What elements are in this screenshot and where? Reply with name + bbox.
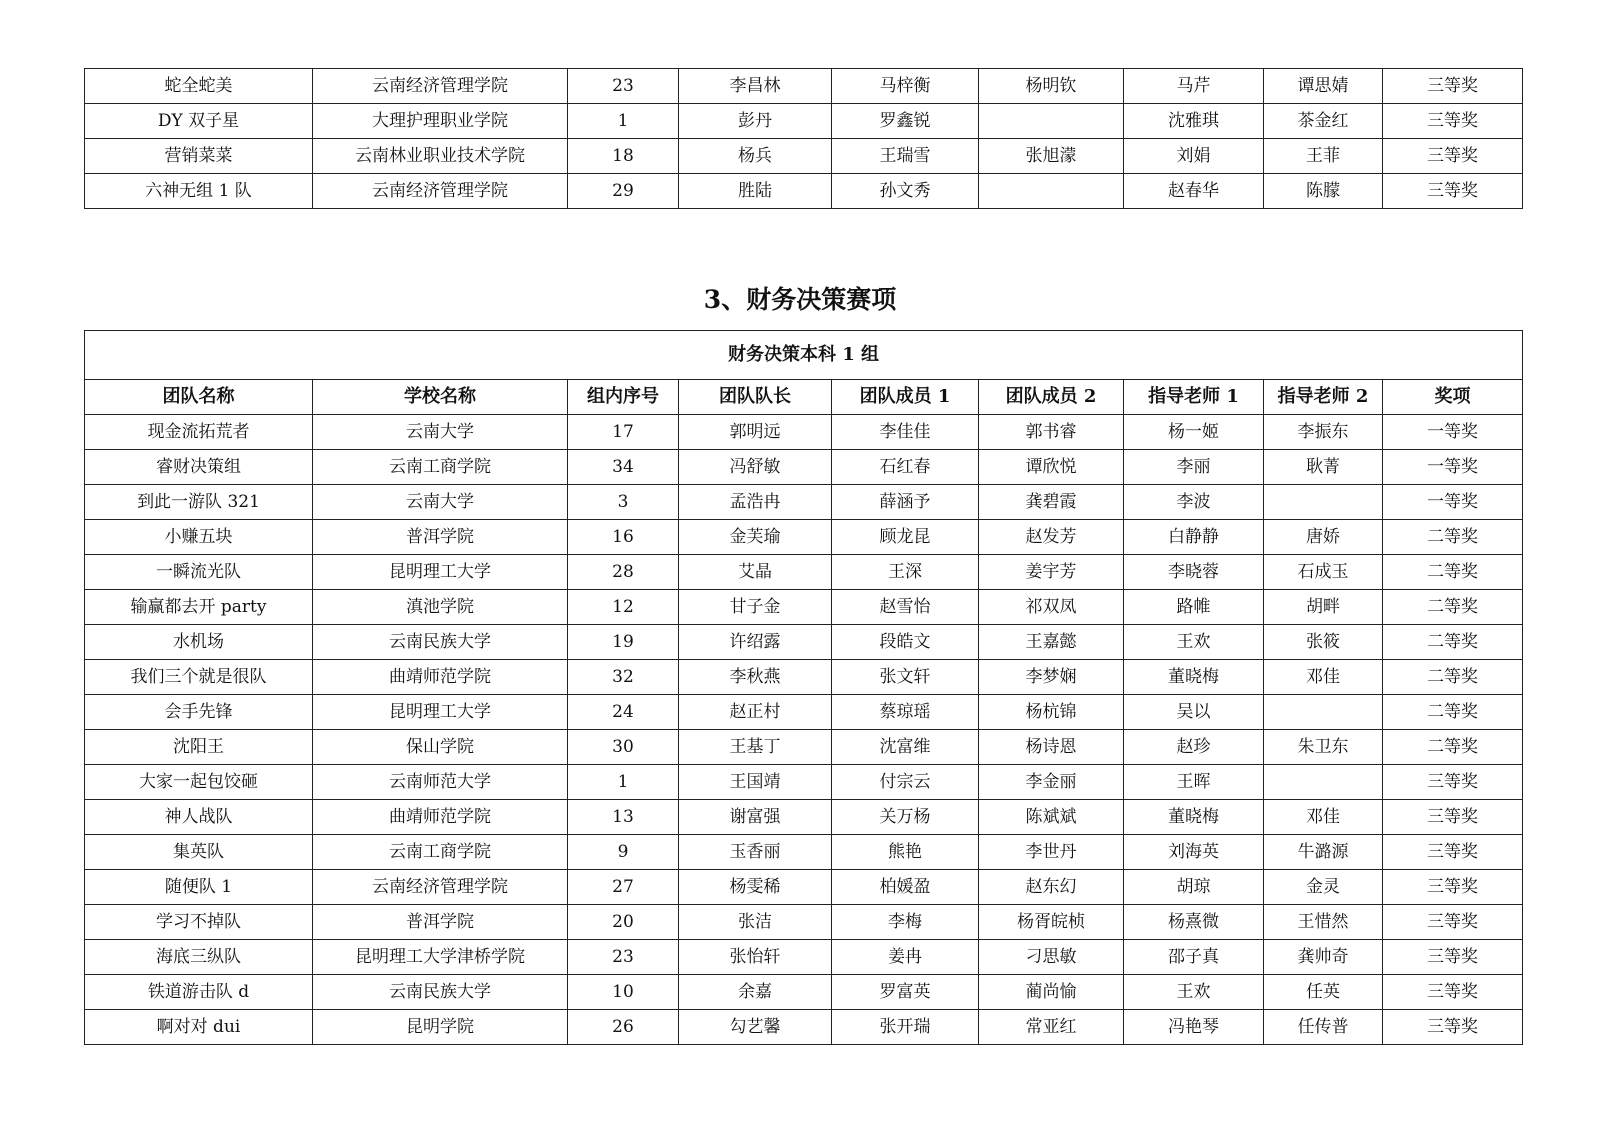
award-cell: 三等奖 xyxy=(1383,905,1523,940)
table-row xyxy=(85,520,1523,555)
header-team-name: 团队名称 xyxy=(85,380,313,415)
school-name-cell: 滇池学院 xyxy=(313,590,568,625)
team-name-cell: 学习不掉队 xyxy=(85,905,313,940)
award-cell: 二等奖 xyxy=(1383,520,1523,555)
table-row xyxy=(85,69,1523,104)
member-1-cell: 姜冉 xyxy=(832,940,979,975)
group-seq-cell: 23 xyxy=(568,69,679,104)
member-2-cell: 杨杭锦 xyxy=(979,695,1124,730)
member-2-cell: 常亚红 xyxy=(979,1010,1124,1045)
captain-cell: 谢富强 xyxy=(679,800,832,835)
advisor-2-cell: 邓佳 xyxy=(1264,800,1383,835)
group-seq-cell: 26 xyxy=(568,1010,679,1045)
advisor-2-cell: 耿菁 xyxy=(1264,450,1383,485)
group-seq-cell: 24 xyxy=(568,695,679,730)
award-cell: 二等奖 xyxy=(1383,660,1523,695)
captain-cell: 胜陆 xyxy=(679,174,832,209)
group-seq-cell: 18 xyxy=(568,139,679,174)
advisor-1-cell: 李晓蓉 xyxy=(1124,555,1264,590)
award-cell: 一等奖 xyxy=(1383,485,1523,520)
school-name-cell: 云南经济管理学院 xyxy=(313,174,568,209)
member-2-cell: 祁双凤 xyxy=(979,590,1124,625)
school-name-cell: 普洱学院 xyxy=(313,905,568,940)
advisor-1-cell: 董晓梅 xyxy=(1124,800,1264,835)
member-1-cell: 李佳佳 xyxy=(832,415,979,450)
team-name-cell: 铁道游击队 d xyxy=(85,975,313,1010)
captain-cell: 许绍露 xyxy=(679,625,832,660)
captain-cell: 李秋燕 xyxy=(679,660,832,695)
advisor-1-cell: 刘海英 xyxy=(1124,835,1264,870)
advisor-1-cell: 冯艳琴 xyxy=(1124,1010,1264,1045)
award-cell: 三等奖 xyxy=(1383,765,1523,800)
advisor-1-cell: 马芹 xyxy=(1124,69,1264,104)
table-row xyxy=(85,450,1523,485)
member-1-cell: 罗鑫锐 xyxy=(832,104,979,139)
team-name-cell: DY 双子星 xyxy=(85,104,313,139)
team-name-cell: 我们三个就是很队 xyxy=(85,660,313,695)
captain-cell: 杨兵 xyxy=(679,139,832,174)
table-row xyxy=(85,695,1523,730)
advisor-2-cell xyxy=(1264,485,1383,520)
advisor-1-cell: 胡琼 xyxy=(1124,870,1264,905)
school-name-cell: 云南大学 xyxy=(313,415,568,450)
award-cell: 三等奖 xyxy=(1383,835,1523,870)
group-seq-cell: 34 xyxy=(568,450,679,485)
finance-decision-results-table xyxy=(84,330,1523,1045)
captain-cell: 赵正村 xyxy=(679,695,832,730)
advisor-1-cell: 王欢 xyxy=(1124,975,1264,1010)
member-1-cell: 熊艳 xyxy=(832,835,979,870)
header-advisor-2: 指导老师 2 xyxy=(1264,380,1383,415)
captain-cell: 王国靖 xyxy=(679,765,832,800)
table-caption-row xyxy=(85,331,1523,380)
member-1-cell: 王深 xyxy=(832,555,979,590)
member-2-cell: 李梦娴 xyxy=(979,660,1124,695)
award-cell: 三等奖 xyxy=(1383,800,1523,835)
advisor-2-cell: 牛潞源 xyxy=(1264,835,1383,870)
previous-results-table xyxy=(84,68,1523,209)
team-name-cell: 营销菜菜 xyxy=(85,139,313,174)
award-cell: 三等奖 xyxy=(1383,174,1523,209)
school-name-cell: 云南师范大学 xyxy=(313,765,568,800)
header-row xyxy=(85,380,1523,415)
table-row xyxy=(85,590,1523,625)
school-name-cell: 昆明理工大学津桥学院 xyxy=(313,940,568,975)
header-award: 奖项 xyxy=(1383,380,1523,415)
captain-cell: 甘子金 xyxy=(679,590,832,625)
member-2-cell: 李金丽 xyxy=(979,765,1124,800)
school-name-cell: 曲靖师范学院 xyxy=(313,800,568,835)
team-name-cell: 六神无组 1 队 xyxy=(85,174,313,209)
group-seq-cell: 23 xyxy=(568,940,679,975)
group-seq-cell: 1 xyxy=(568,765,679,800)
team-name-cell: 睿财决策组 xyxy=(85,450,313,485)
advisor-2-cell: 王菲 xyxy=(1264,139,1383,174)
table-row xyxy=(85,104,1523,139)
award-cell: 三等奖 xyxy=(1383,1010,1523,1045)
member-1-cell: 柏媛盈 xyxy=(832,870,979,905)
award-cell: 一等奖 xyxy=(1383,415,1523,450)
team-name-cell: 沈阳王 xyxy=(85,730,313,765)
school-name-cell: 云南大学 xyxy=(313,485,568,520)
award-cell: 二等奖 xyxy=(1383,625,1523,660)
award-cell: 二等奖 xyxy=(1383,730,1523,765)
advisor-2-cell xyxy=(1264,765,1383,800)
table-row xyxy=(85,1010,1523,1045)
team-name-cell: 集英队 xyxy=(85,835,313,870)
advisor-1-cell: 李波 xyxy=(1124,485,1264,520)
member-2-cell: 刁思敏 xyxy=(979,940,1124,975)
group-seq-cell: 27 xyxy=(568,870,679,905)
section-title: 3、财务决策赛项 xyxy=(703,285,897,314)
school-name-cell: 云南工商学院 xyxy=(313,450,568,485)
table-row xyxy=(85,730,1523,765)
advisor-1-cell: 董晓梅 xyxy=(1124,660,1264,695)
school-name-cell: 曲靖师范学院 xyxy=(313,660,568,695)
group-seq-cell: 29 xyxy=(568,174,679,209)
table-row xyxy=(85,940,1523,975)
team-name-cell: 小赚五块 xyxy=(85,520,313,555)
advisor-2-cell: 张筱 xyxy=(1264,625,1383,660)
member-2-cell xyxy=(979,174,1124,209)
table-row xyxy=(85,975,1523,1010)
school-name-cell: 昆明理工大学 xyxy=(313,555,568,590)
group-seq-cell: 10 xyxy=(568,975,679,1010)
advisor-1-cell: 王晖 xyxy=(1124,765,1264,800)
member-2-cell: 龚碧霞 xyxy=(979,485,1124,520)
captain-cell: 王基丁 xyxy=(679,730,832,765)
advisor-2-cell xyxy=(1264,695,1383,730)
table-row xyxy=(85,835,1523,870)
advisor-1-cell: 杨一姬 xyxy=(1124,415,1264,450)
school-name-cell: 云南林业职业技术学院 xyxy=(313,139,568,174)
table-row xyxy=(85,415,1523,450)
advisor-1-cell: 王欢 xyxy=(1124,625,1264,660)
advisor-2-cell: 王惜然 xyxy=(1264,905,1383,940)
advisor-2-cell: 茶金红 xyxy=(1264,104,1383,139)
advisor-1-cell: 李丽 xyxy=(1124,450,1264,485)
team-name-cell: 大家一起包饺砸 xyxy=(85,765,313,800)
school-name-cell: 云南民族大学 xyxy=(313,975,568,1010)
team-name-cell: 啊对对 dui xyxy=(85,1010,313,1045)
member-1-cell: 马梓衡 xyxy=(832,69,979,104)
group-seq-cell: 17 xyxy=(568,415,679,450)
table-row xyxy=(85,765,1523,800)
member-1-cell: 付宗云 xyxy=(832,765,979,800)
award-cell: 一等奖 xyxy=(1383,450,1523,485)
previous-results-body xyxy=(85,69,1523,209)
member-2-cell: 杨胥皖桢 xyxy=(979,905,1124,940)
member-1-cell: 关万杨 xyxy=(832,800,979,835)
member-1-cell: 赵雪怡 xyxy=(832,590,979,625)
team-name-cell: 一瞬流光队 xyxy=(85,555,313,590)
header-group-seq: 组内序号 xyxy=(568,380,679,415)
member-2-cell: 姜宇芳 xyxy=(979,555,1124,590)
award-cell: 三等奖 xyxy=(1383,870,1523,905)
school-name-cell: 云南经济管理学院 xyxy=(313,870,568,905)
member-2-cell: 陈斌斌 xyxy=(979,800,1124,835)
team-name-cell: 会手先锋 xyxy=(85,695,313,730)
table-row xyxy=(85,870,1523,905)
member-1-cell: 石红春 xyxy=(832,450,979,485)
advisor-2-cell: 任英 xyxy=(1264,975,1383,1010)
team-name-cell: 现金流拓荒者 xyxy=(85,415,313,450)
advisor-2-cell: 谭思婧 xyxy=(1264,69,1383,104)
award-cell: 二等奖 xyxy=(1383,590,1523,625)
school-name-cell: 云南工商学院 xyxy=(313,835,568,870)
group-seq-cell: 12 xyxy=(568,590,679,625)
member-2-cell: 郭书睿 xyxy=(979,415,1124,450)
member-2-cell: 杨诗恩 xyxy=(979,730,1124,765)
advisor-2-cell: 石成玉 xyxy=(1264,555,1383,590)
captain-cell: 孟浩冉 xyxy=(679,485,832,520)
advisor-2-cell: 任传普 xyxy=(1264,1010,1383,1045)
advisor-2-cell: 金灵 xyxy=(1264,870,1383,905)
member-1-cell: 蔡琼瑶 xyxy=(832,695,979,730)
captain-cell: 金芙瑜 xyxy=(679,520,832,555)
group-seq-cell: 20 xyxy=(568,905,679,940)
advisor-2-cell: 邓佳 xyxy=(1264,660,1383,695)
captain-cell: 郭明远 xyxy=(679,415,832,450)
award-cell: 三等奖 xyxy=(1383,940,1523,975)
captain-cell: 张怡轩 xyxy=(679,940,832,975)
table-row xyxy=(85,905,1523,940)
team-name-cell: 神人战队 xyxy=(85,800,313,835)
member-1-cell: 李梅 xyxy=(832,905,979,940)
group-seq-cell: 13 xyxy=(568,800,679,835)
member-1-cell: 张开瑞 xyxy=(832,1010,979,1045)
member-1-cell: 王瑞雪 xyxy=(832,139,979,174)
header-member-1: 团队成员 1 xyxy=(832,380,979,415)
member-2-cell: 张旭濛 xyxy=(979,139,1124,174)
group-seq-cell: 1 xyxy=(568,104,679,139)
captain-cell: 玉香丽 xyxy=(679,835,832,870)
school-name-cell: 保山学院 xyxy=(313,730,568,765)
award-cell: 三等奖 xyxy=(1383,139,1523,174)
captain-cell: 张洁 xyxy=(679,905,832,940)
advisor-1-cell: 路帷 xyxy=(1124,590,1264,625)
group-seq-cell: 28 xyxy=(568,555,679,590)
table-row xyxy=(85,800,1523,835)
team-name-cell: 蛇全蛇美 xyxy=(85,69,313,104)
table-row xyxy=(85,139,1523,174)
group-seq-cell: 19 xyxy=(568,625,679,660)
advisor-1-cell: 杨熹微 xyxy=(1124,905,1264,940)
advisor-2-cell: 胡畔 xyxy=(1264,590,1383,625)
award-cell: 二等奖 xyxy=(1383,555,1523,590)
group-seq-cell: 30 xyxy=(568,730,679,765)
member-2-cell: 赵发芳 xyxy=(979,520,1124,555)
advisor-1-cell: 赵珍 xyxy=(1124,730,1264,765)
member-1-cell: 薛涵予 xyxy=(832,485,979,520)
advisor-2-cell: 李振东 xyxy=(1264,415,1383,450)
captain-cell: 艾晶 xyxy=(679,555,832,590)
captain-cell: 余嘉 xyxy=(679,975,832,1010)
award-cell: 三等奖 xyxy=(1383,975,1523,1010)
group-seq-cell: 9 xyxy=(568,835,679,870)
captain-cell: 彭丹 xyxy=(679,104,832,139)
school-name-cell: 云南民族大学 xyxy=(313,625,568,660)
school-name-cell: 云南经济管理学院 xyxy=(313,69,568,104)
table-row xyxy=(85,660,1523,695)
captain-cell: 勾艺馨 xyxy=(679,1010,832,1045)
table-row xyxy=(85,625,1523,660)
school-name-cell: 昆明理工大学 xyxy=(313,695,568,730)
table-row xyxy=(85,485,1523,520)
advisor-1-cell: 沈雅琪 xyxy=(1124,104,1264,139)
award-cell: 三等奖 xyxy=(1383,69,1523,104)
award-cell: 二等奖 xyxy=(1383,695,1523,730)
member-1-cell: 孙文秀 xyxy=(832,174,979,209)
team-name-cell: 随便队 1 xyxy=(85,870,313,905)
advisor-1-cell: 赵春华 xyxy=(1124,174,1264,209)
member-1-cell: 沈富维 xyxy=(832,730,979,765)
school-name-cell: 大理护理职业学院 xyxy=(313,104,568,139)
member-1-cell: 罗富英 xyxy=(832,975,979,1010)
member-2-cell: 王嘉懿 xyxy=(979,625,1124,660)
member-1-cell: 段皓文 xyxy=(832,625,979,660)
member-2-cell: 谭欣悦 xyxy=(979,450,1124,485)
advisor-1-cell: 白静静 xyxy=(1124,520,1264,555)
captain-cell: 冯舒敏 xyxy=(679,450,832,485)
header-school-name: 学校名称 xyxy=(313,380,568,415)
group-seq-cell: 3 xyxy=(568,485,679,520)
member-1-cell: 顾龙昆 xyxy=(832,520,979,555)
captain-cell: 杨雯稀 xyxy=(679,870,832,905)
member-2-cell: 李世丹 xyxy=(979,835,1124,870)
header-advisor-1: 指导老师 1 xyxy=(1124,380,1264,415)
finance-decision-results-body xyxy=(85,415,1523,1045)
advisor-1-cell: 邵子真 xyxy=(1124,940,1264,975)
advisor-1-cell: 刘娟 xyxy=(1124,139,1264,174)
team-name-cell: 到此一游队 321 xyxy=(85,485,313,520)
table-caption: 财务决策本科 1 组 xyxy=(85,331,1523,380)
header-captain: 团队队长 xyxy=(679,380,832,415)
advisor-2-cell: 唐娇 xyxy=(1264,520,1383,555)
team-name-cell: 水机场 xyxy=(85,625,313,660)
advisor-2-cell: 陈朦 xyxy=(1264,174,1383,209)
table-row xyxy=(85,555,1523,590)
header-member-2: 团队成员 2 xyxy=(979,380,1124,415)
captain-cell: 李昌林 xyxy=(679,69,832,104)
group-seq-cell: 16 xyxy=(568,520,679,555)
group-seq-cell: 32 xyxy=(568,660,679,695)
table-row xyxy=(85,174,1523,209)
school-name-cell: 普洱学院 xyxy=(313,520,568,555)
member-2-cell: 杨明钦 xyxy=(979,69,1124,104)
member-1-cell: 张文轩 xyxy=(832,660,979,695)
team-name-cell: 海底三纵队 xyxy=(85,940,313,975)
school-name-cell: 昆明学院 xyxy=(313,1010,568,1045)
member-2-cell: 蔺尚愉 xyxy=(979,975,1124,1010)
advisor-2-cell: 朱卫东 xyxy=(1264,730,1383,765)
member-2-cell xyxy=(979,104,1124,139)
award-cell: 三等奖 xyxy=(1383,104,1523,139)
advisor-2-cell: 龚帅奇 xyxy=(1264,940,1383,975)
advisor-1-cell: 吴以 xyxy=(1124,695,1264,730)
member-2-cell: 赵东幻 xyxy=(979,870,1124,905)
team-name-cell: 输赢都去开 party xyxy=(85,590,313,625)
